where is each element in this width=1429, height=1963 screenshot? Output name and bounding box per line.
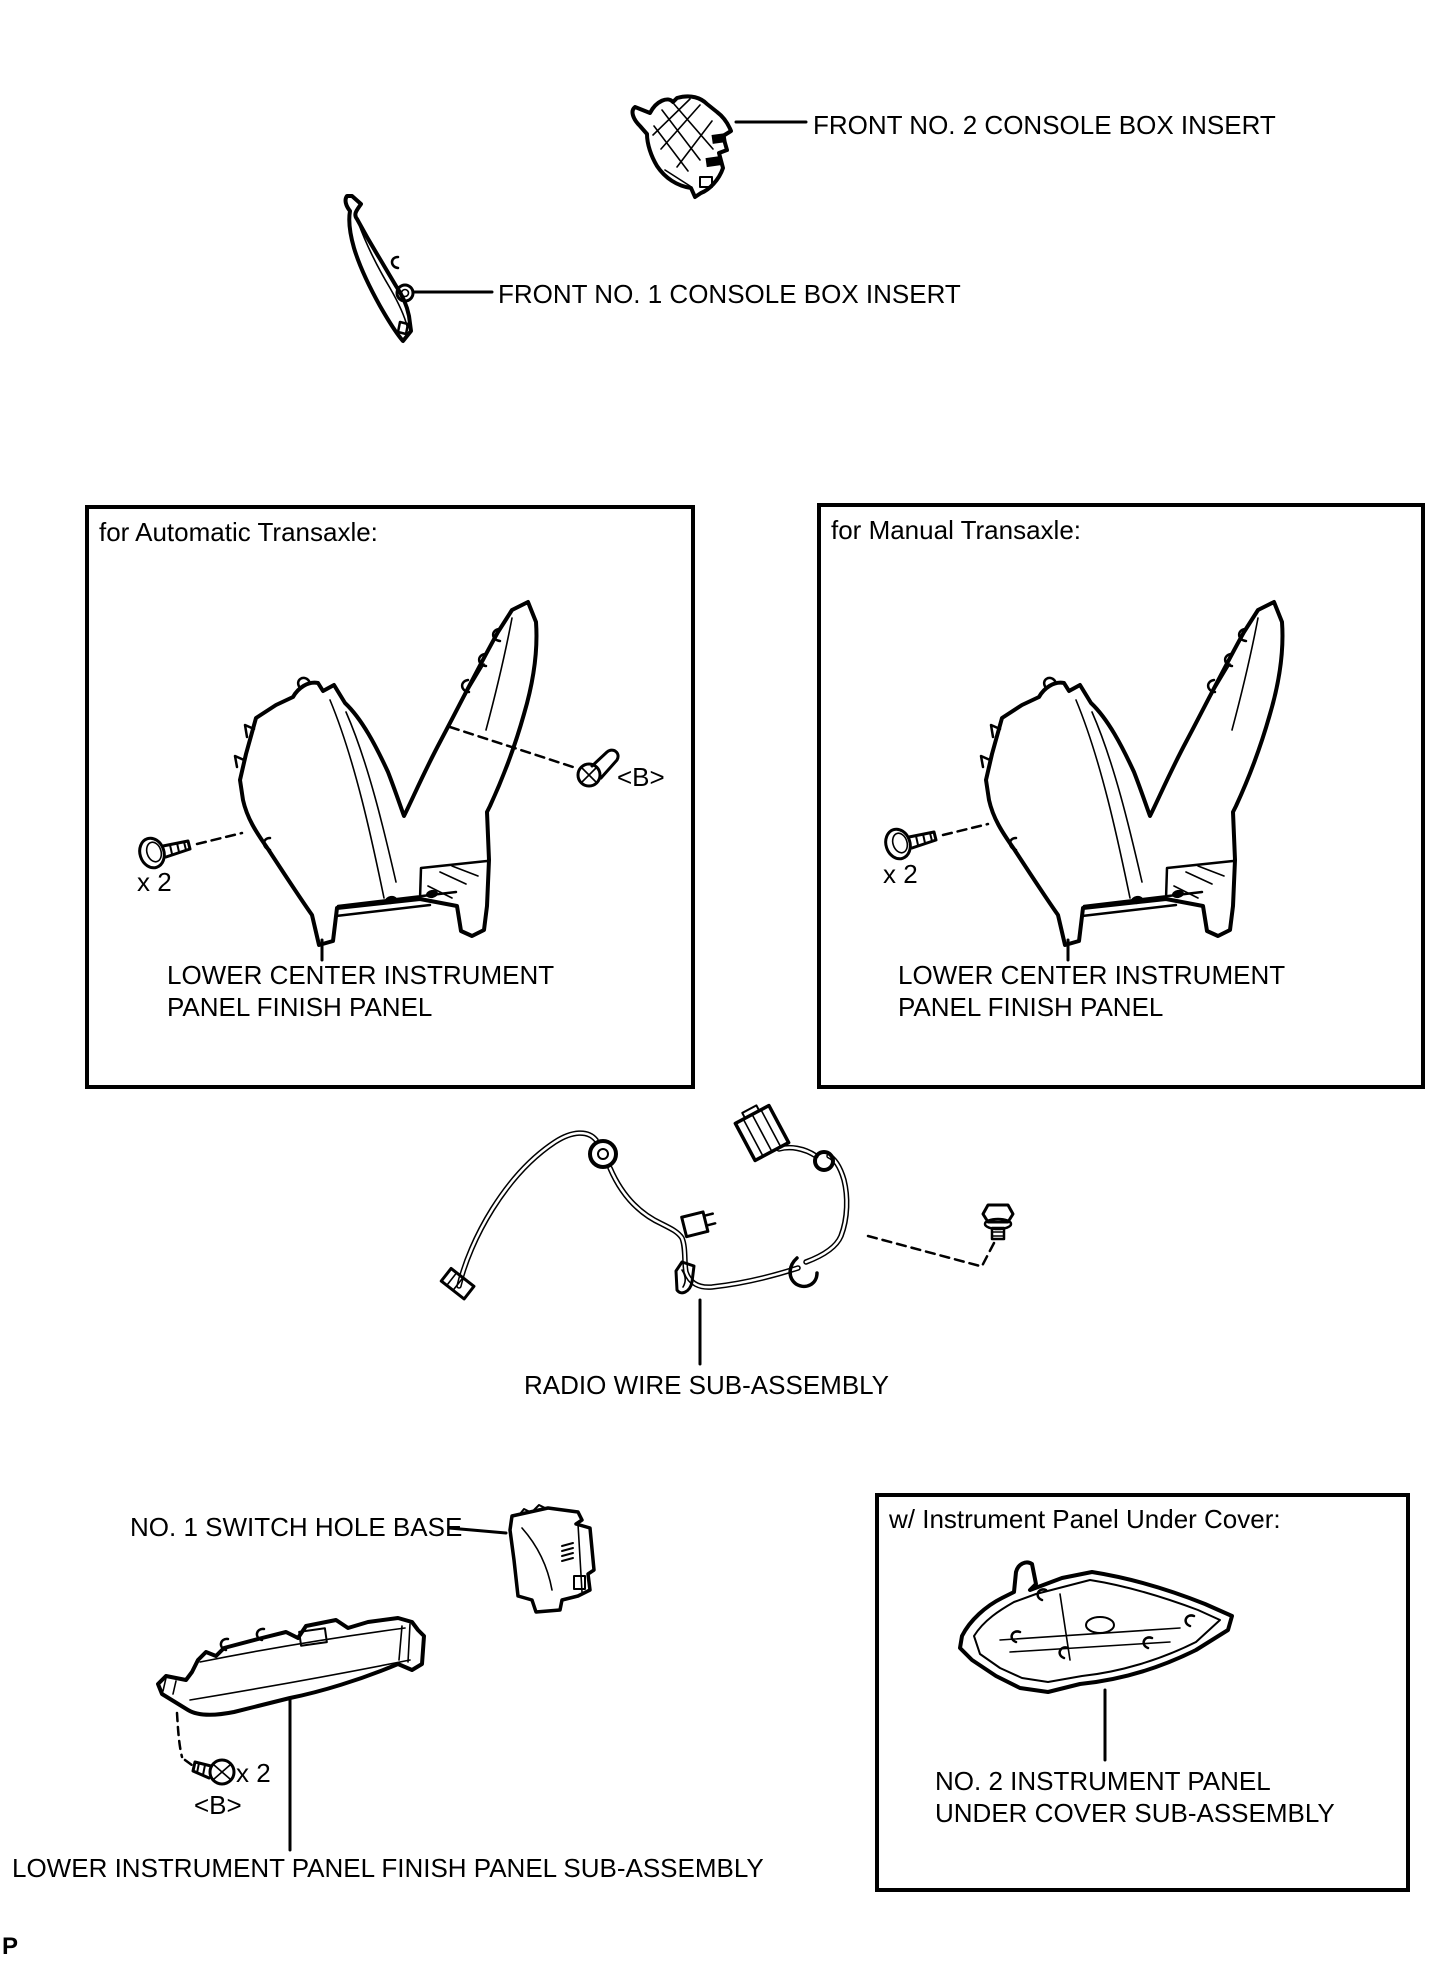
lower-panel-bolt-code: <B> bbox=[194, 1790, 242, 1820]
lower-instrument-panel-label: LOWER INSTRUMENT PANEL FINISH PANEL SUB-ASSEMBLY bbox=[12, 1853, 764, 1883]
lower-center-panel-label-manual bbox=[898, 959, 1285, 1023]
manual-screw-quantity: x 2 bbox=[883, 859, 918, 889]
lower-panel-screw-quantity: x 2 bbox=[236, 1758, 271, 1788]
label-line: UNDER COVER SUB-ASSEMBLY bbox=[935, 1798, 1335, 1828]
under-cover-label bbox=[935, 1765, 1335, 1829]
radio-wire-sub-assembly-drawing bbox=[441, 1100, 1013, 1364]
lower-center-panel-label-automatic bbox=[167, 959, 554, 1023]
label-line: LOWER CENTER INSTRUMENT bbox=[898, 960, 1286, 990]
label-line: LOWER CENTER INSTRUMENT bbox=[167, 960, 555, 990]
automatic-screw-quantity: x 2 bbox=[137, 867, 172, 897]
front-no2-console-box-insert-label: FRONT NO. 2 CONSOLE BOX INSERT bbox=[813, 110, 1276, 140]
automatic-bolt-code: <B> bbox=[617, 762, 665, 792]
page-footer-letter: P bbox=[2, 1933, 19, 1960]
label-line: PANEL FINISH PANEL bbox=[898, 992, 1164, 1022]
label-line: PANEL FINISH PANEL bbox=[167, 992, 433, 1022]
radio-wire-label: RADIO WIRE SUB-ASSEMBLY bbox=[524, 1370, 890, 1400]
automatic-transaxle-box-title: for Automatic Transaxle: bbox=[99, 517, 378, 547]
under-cover-box bbox=[875, 1493, 1410, 1892]
label-line: NO. 2 INSTRUMENT PANEL bbox=[935, 1766, 1271, 1796]
no1-switch-hole-base-drawing bbox=[449, 1505, 594, 1612]
manual-transaxle-box-title: for Manual Transaxle: bbox=[831, 515, 1082, 545]
front-no1-console-box-insert-drawing bbox=[346, 196, 492, 341]
no1-switch-hole-base-label: NO. 1 SWITCH HOLE BASE bbox=[130, 1512, 463, 1542]
under-cover-box-title: w/ Instrument Panel Under Cover: bbox=[889, 1504, 1281, 1534]
front-no1-console-box-insert-label: FRONT NO. 1 CONSOLE BOX INSERT bbox=[498, 279, 961, 309]
front-no2-console-box-insert-drawing bbox=[633, 96, 806, 197]
